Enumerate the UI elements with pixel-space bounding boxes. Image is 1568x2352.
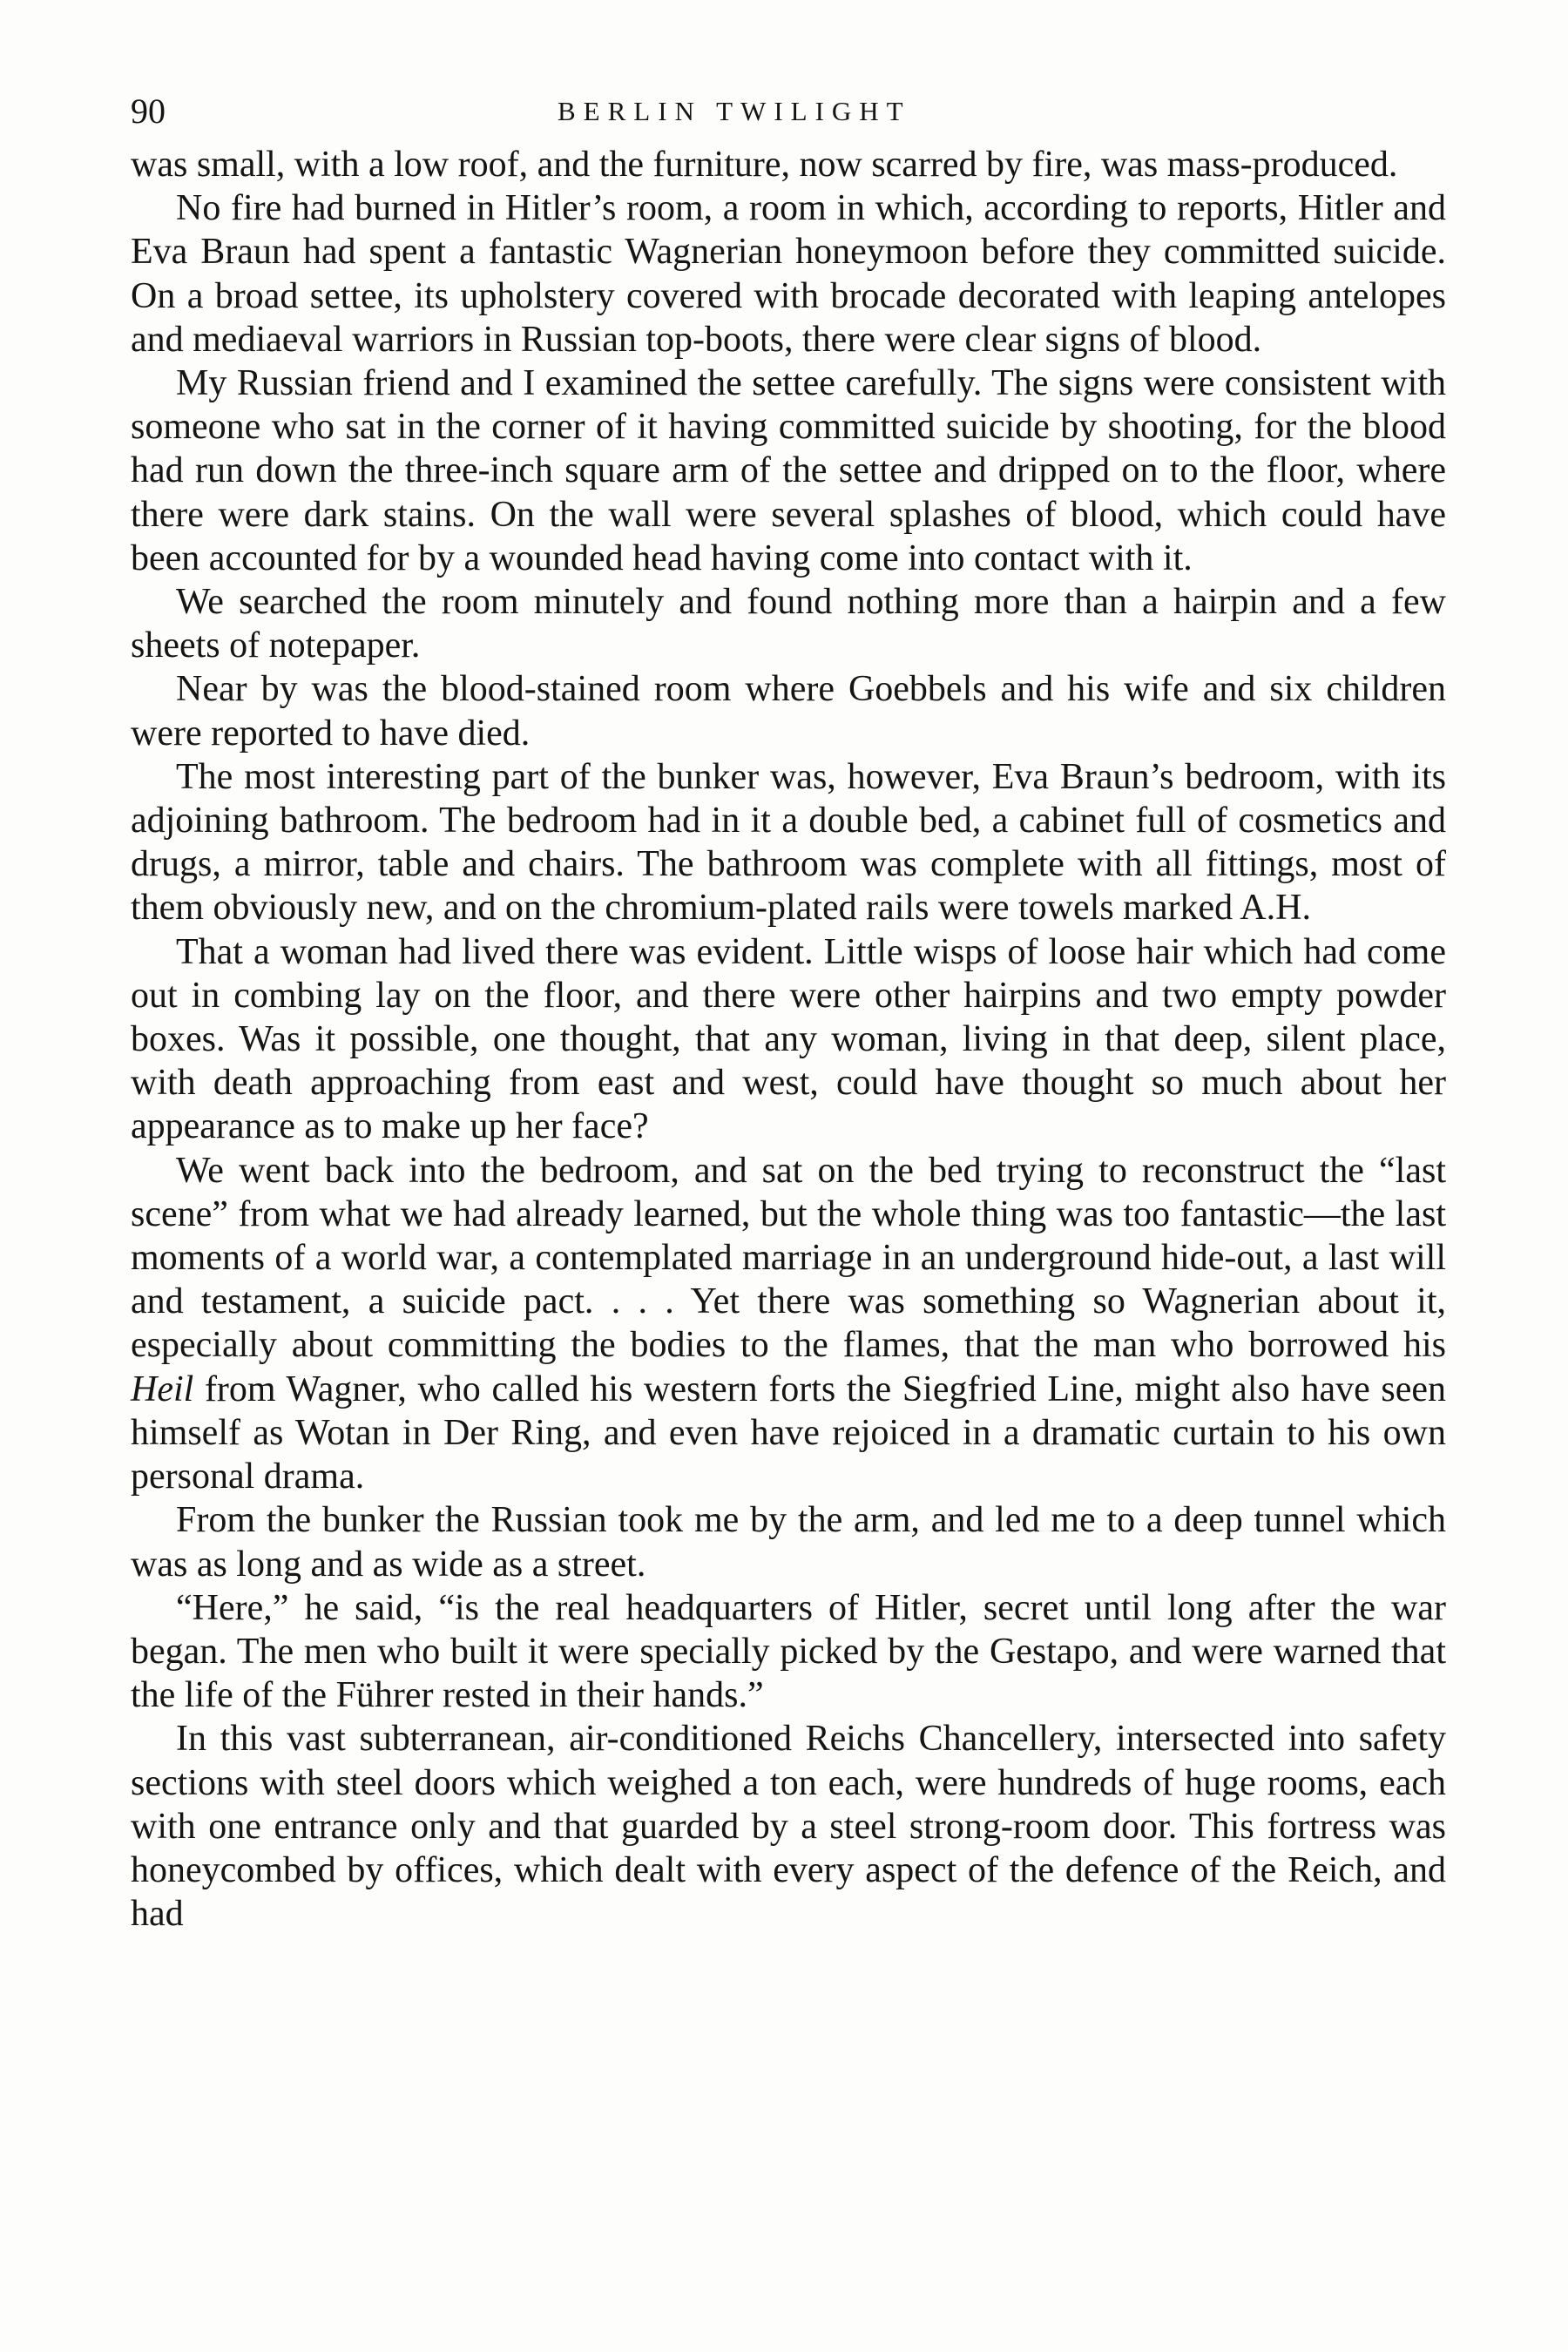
paragraph-2: No fire had burned in Hitler’s room, a room in which, according to reports, Hitler and Eva Braun had spent a fantastic Wagnerian honeymoon before they committed suicide. On a broad settee, its upholstery covered with brocade decorated with leaping antelopes and mediaeval warriors in Russian top-boots, there were clear signs of blood.	[131, 188, 1446, 360]
italic-word-heil: Heil	[131, 1369, 194, 1409]
paragraph-8	[131, 1149, 1446, 1499]
body-text	[131, 143, 1446, 1936]
paragraph-5: Near by was the blood-stained room where Goebbels and his wife and six children were reported to have died.	[131, 669, 1446, 754]
paragraph-7: That a woman had lived there was evident. Little wisps of loose hair which had come out in combing lay on the floor, and there were other hairpins and two empty powder boxes. Was it possible, one thought, that any woman, living in that deep, silent place, with death approaching from east and west, could have thought so much about her appearance as to make up her face?	[131, 931, 1446, 1147]
paragraph-1: was small, with a low roof, and the furniture, now scarred by fire, was mass-produced.	[131, 145, 1398, 185]
paragraph-9: From the bunker the Russian took me by the arm, and led me to a deep tunnel which was as long and as wide as a street.	[131, 1500, 1446, 1585]
paragraph-11: In this vast subterranean, air-conditioned Reichs Chancellery, intersected into safety sections with steel doors which weighed a ton each, were hundreds of huge rooms, each with one entrance only and that guarded by a steel strong-room door. This fortress was honeycombed by offices, which dealt with every aspect of the defence of the Reich, and had	[131, 1719, 1446, 1935]
paragraph-4: We searched the room minutely and found nothing more than a hairpin and a few sheets of notepaper.	[131, 582, 1446, 666]
paragraph-10: “Here,” he said, “is the real headquarters of Hitler, secret until long after the war began. The men who built it were specially picked by the Gestapo, and were warned that the life of the Führer rested in their hands.”	[131, 1587, 1446, 1716]
running-title: BERLIN TWILIGHT	[558, 96, 911, 126]
paragraph-6: The most interesting part of the bunker was, however, Eva Braun’s bedroom, with its adjoining bathroom. The bedroom had in it a double bed, a cabinet full of cosmetics and drugs, a mirror, table and chairs. The bathroom was complete with all fittings, most of them obviously new, and on the chromium-plated rails were towels marked A.H.	[131, 756, 1446, 929]
paragraph-8-after: from Wagner, who called his western forts the Siegfried Line, might also have seen himself as Wotan in Der Ring, and even have rejoiced in a dramatic curtain to his own personal drama.	[131, 1369, 1446, 1497]
paragraph-3: My Russian friend and I examined the settee carefully. The signs were consistent with someone who sat in the corner of it having committed suicide by shooting, for the blood had run down the three-inch square arm of the settee and dripped on to the floor, where there were dark stains. On the wall were several splashes of blood, which could have been accounted for by a wounded head having come into contact with it.	[131, 363, 1446, 578]
paragraph-8-before: We went back into the bedroom, and sat on the bed trying to reconstruct the “last scene” from what we had already learned, but the whole thing was too fantastic—the last moments of a world war, a contemplated marriage in an underground hide-out, a last will and testament, a suicide pact. . . . Yet there was something so Wagnerian about it, especially about committing the bodies to the flames, that the man who borrowed his	[131, 1150, 1446, 1366]
running-head	[131, 85, 1446, 138]
page-number: 90	[131, 91, 166, 131]
